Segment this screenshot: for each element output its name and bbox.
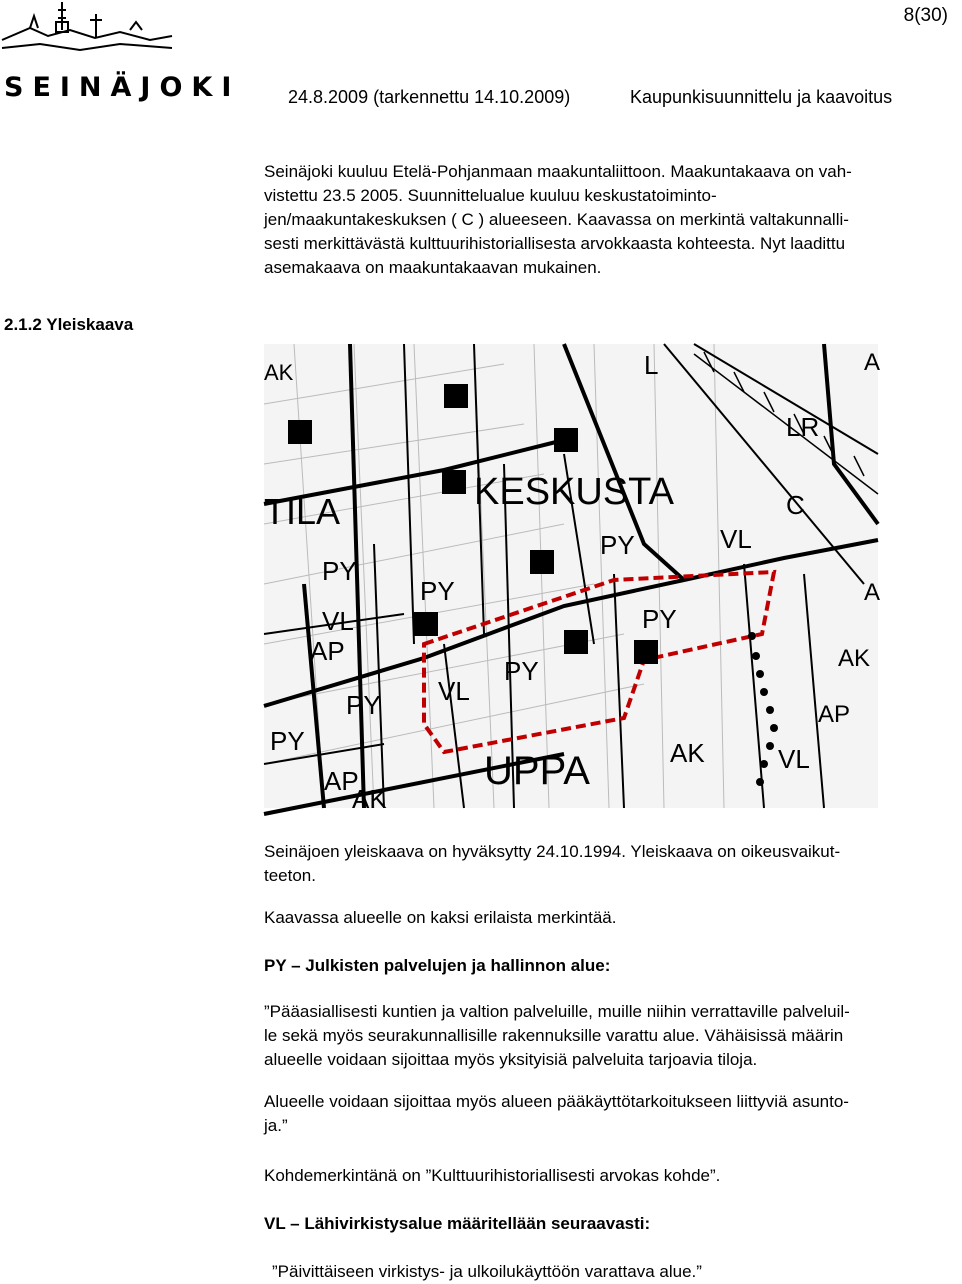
map-label-vl: VL <box>438 676 470 706</box>
header-department: Kaupunkisuunnittelu ja kaavoitus <box>630 87 893 107</box>
body-line: Seinäjoen yleiskaava on hyväksytty 24.10.1994. Yleiskaava on oikeusvaikut- <box>264 842 841 861</box>
vl-heading: VL – Lähivirkistysalue määritellään seuraavasti: <box>264 1214 651 1233</box>
map-label-ak: AK <box>352 784 387 814</box>
header-date: 24.8.2009 (tarkennettu 14.10.2009) <box>288 87 571 107</box>
py-definition <box>264 1000 954 1072</box>
map-label-ap: AP <box>324 766 359 796</box>
map-label-keskusta: KESKUSTA <box>474 471 674 513</box>
logo-text: SEINÄJOKI <box>4 72 241 103</box>
kohde-marking: Kohdemerkintänä on ”Kulttuurihistoriallisesti arvokas kohde”. <box>264 1166 721 1185</box>
body-line: ja.” <box>264 1116 288 1135</box>
py-heading: PY – Julkisten palvelujen ja hallinnon alue: <box>264 956 611 975</box>
map-label-py: PY <box>346 690 381 720</box>
map-label-uppa: UPPA <box>484 749 590 793</box>
map-label-l: L <box>644 350 659 380</box>
map-label-py: PY <box>322 556 357 586</box>
yleiskaava-approval <box>264 840 954 888</box>
map-drawing <box>264 344 881 814</box>
map-label-ap: AP <box>310 636 345 666</box>
section-heading: 2.1.2 Yleiskaava <box>4 315 134 334</box>
intro-line: vistettu 23.5 2005. Suunnittelualue kuuluu keskustatoiminto- <box>264 186 717 205</box>
body-line: alueelle voidaan sijoittaa myös yksityisiä palveluita tarjoavia tiloja. <box>264 1050 758 1069</box>
map-label-vl: VL <box>720 524 752 554</box>
map-label-ap: AP <box>818 701 851 728</box>
map-label-a: A <box>864 349 881 376</box>
body-line: Alueelle voidaan sijoittaa myös alueen pääkäyttötarkoitukseen liittyviä asunto- <box>264 1092 849 1111</box>
intro-line: asemakaava on maakuntakaavan mukainen. <box>264 258 602 277</box>
map-label-py: PY <box>642 604 677 634</box>
city-skyline-icon <box>0 0 175 75</box>
map-label-ak: AK <box>264 360 294 385</box>
map-label-py: PY <box>270 726 305 756</box>
seinajoki-logo <box>0 0 241 106</box>
map-label-lr: LR <box>786 412 820 442</box>
map-label-vl: VL <box>322 606 354 636</box>
markings-intro: Kaavassa alueelle on kaksi erilaista merkintää. <box>264 908 617 927</box>
map-label-ak: AK <box>670 738 705 768</box>
map-label-tila: TILA <box>264 491 341 532</box>
map-label-ak: AK <box>838 645 871 672</box>
yleiskaava-map <box>264 344 881 814</box>
py-definition-continued <box>264 1090 954 1138</box>
page-number: 8(30) <box>903 5 948 26</box>
body-line: ”Pääasiallisesti kuntien ja valtion palveluille, muille niihin verrattaville palveluil- <box>264 1002 850 1021</box>
map-label-vl: VL <box>778 744 810 774</box>
map-label-a: A <box>864 579 881 606</box>
body-line: teeton. <box>264 866 316 885</box>
map-label-c: C <box>786 490 805 520</box>
vl-definition: ”Päivittäiseen virkistys- ja ulkoilukäyttöön varattava alue.” <box>272 1262 702 1281</box>
intro-line: jen/maakuntakeskuksen ( C ) alueeseen. Kaavassa on merkintä valtakunnalli- <box>264 210 849 229</box>
intro-line: Seinäjoki kuuluu Etelä-Pohjanmaan maakuntaliittoon. Maakuntakaava on vah- <box>264 162 852 181</box>
intro-line: sesti merkittävästä kulttuurihistoriallisesta arvokkaasta kohteesta. Nyt laadittu <box>264 234 846 253</box>
map-label-py: PY <box>600 530 635 560</box>
body-line: le sekä myös seurakunnallisille rakennuksille varattu alue. Vähäisissä määrin <box>264 1026 844 1045</box>
map-label-py: PY <box>420 576 455 606</box>
intro-paragraph <box>264 160 954 280</box>
map-label-py: PY <box>504 656 539 686</box>
